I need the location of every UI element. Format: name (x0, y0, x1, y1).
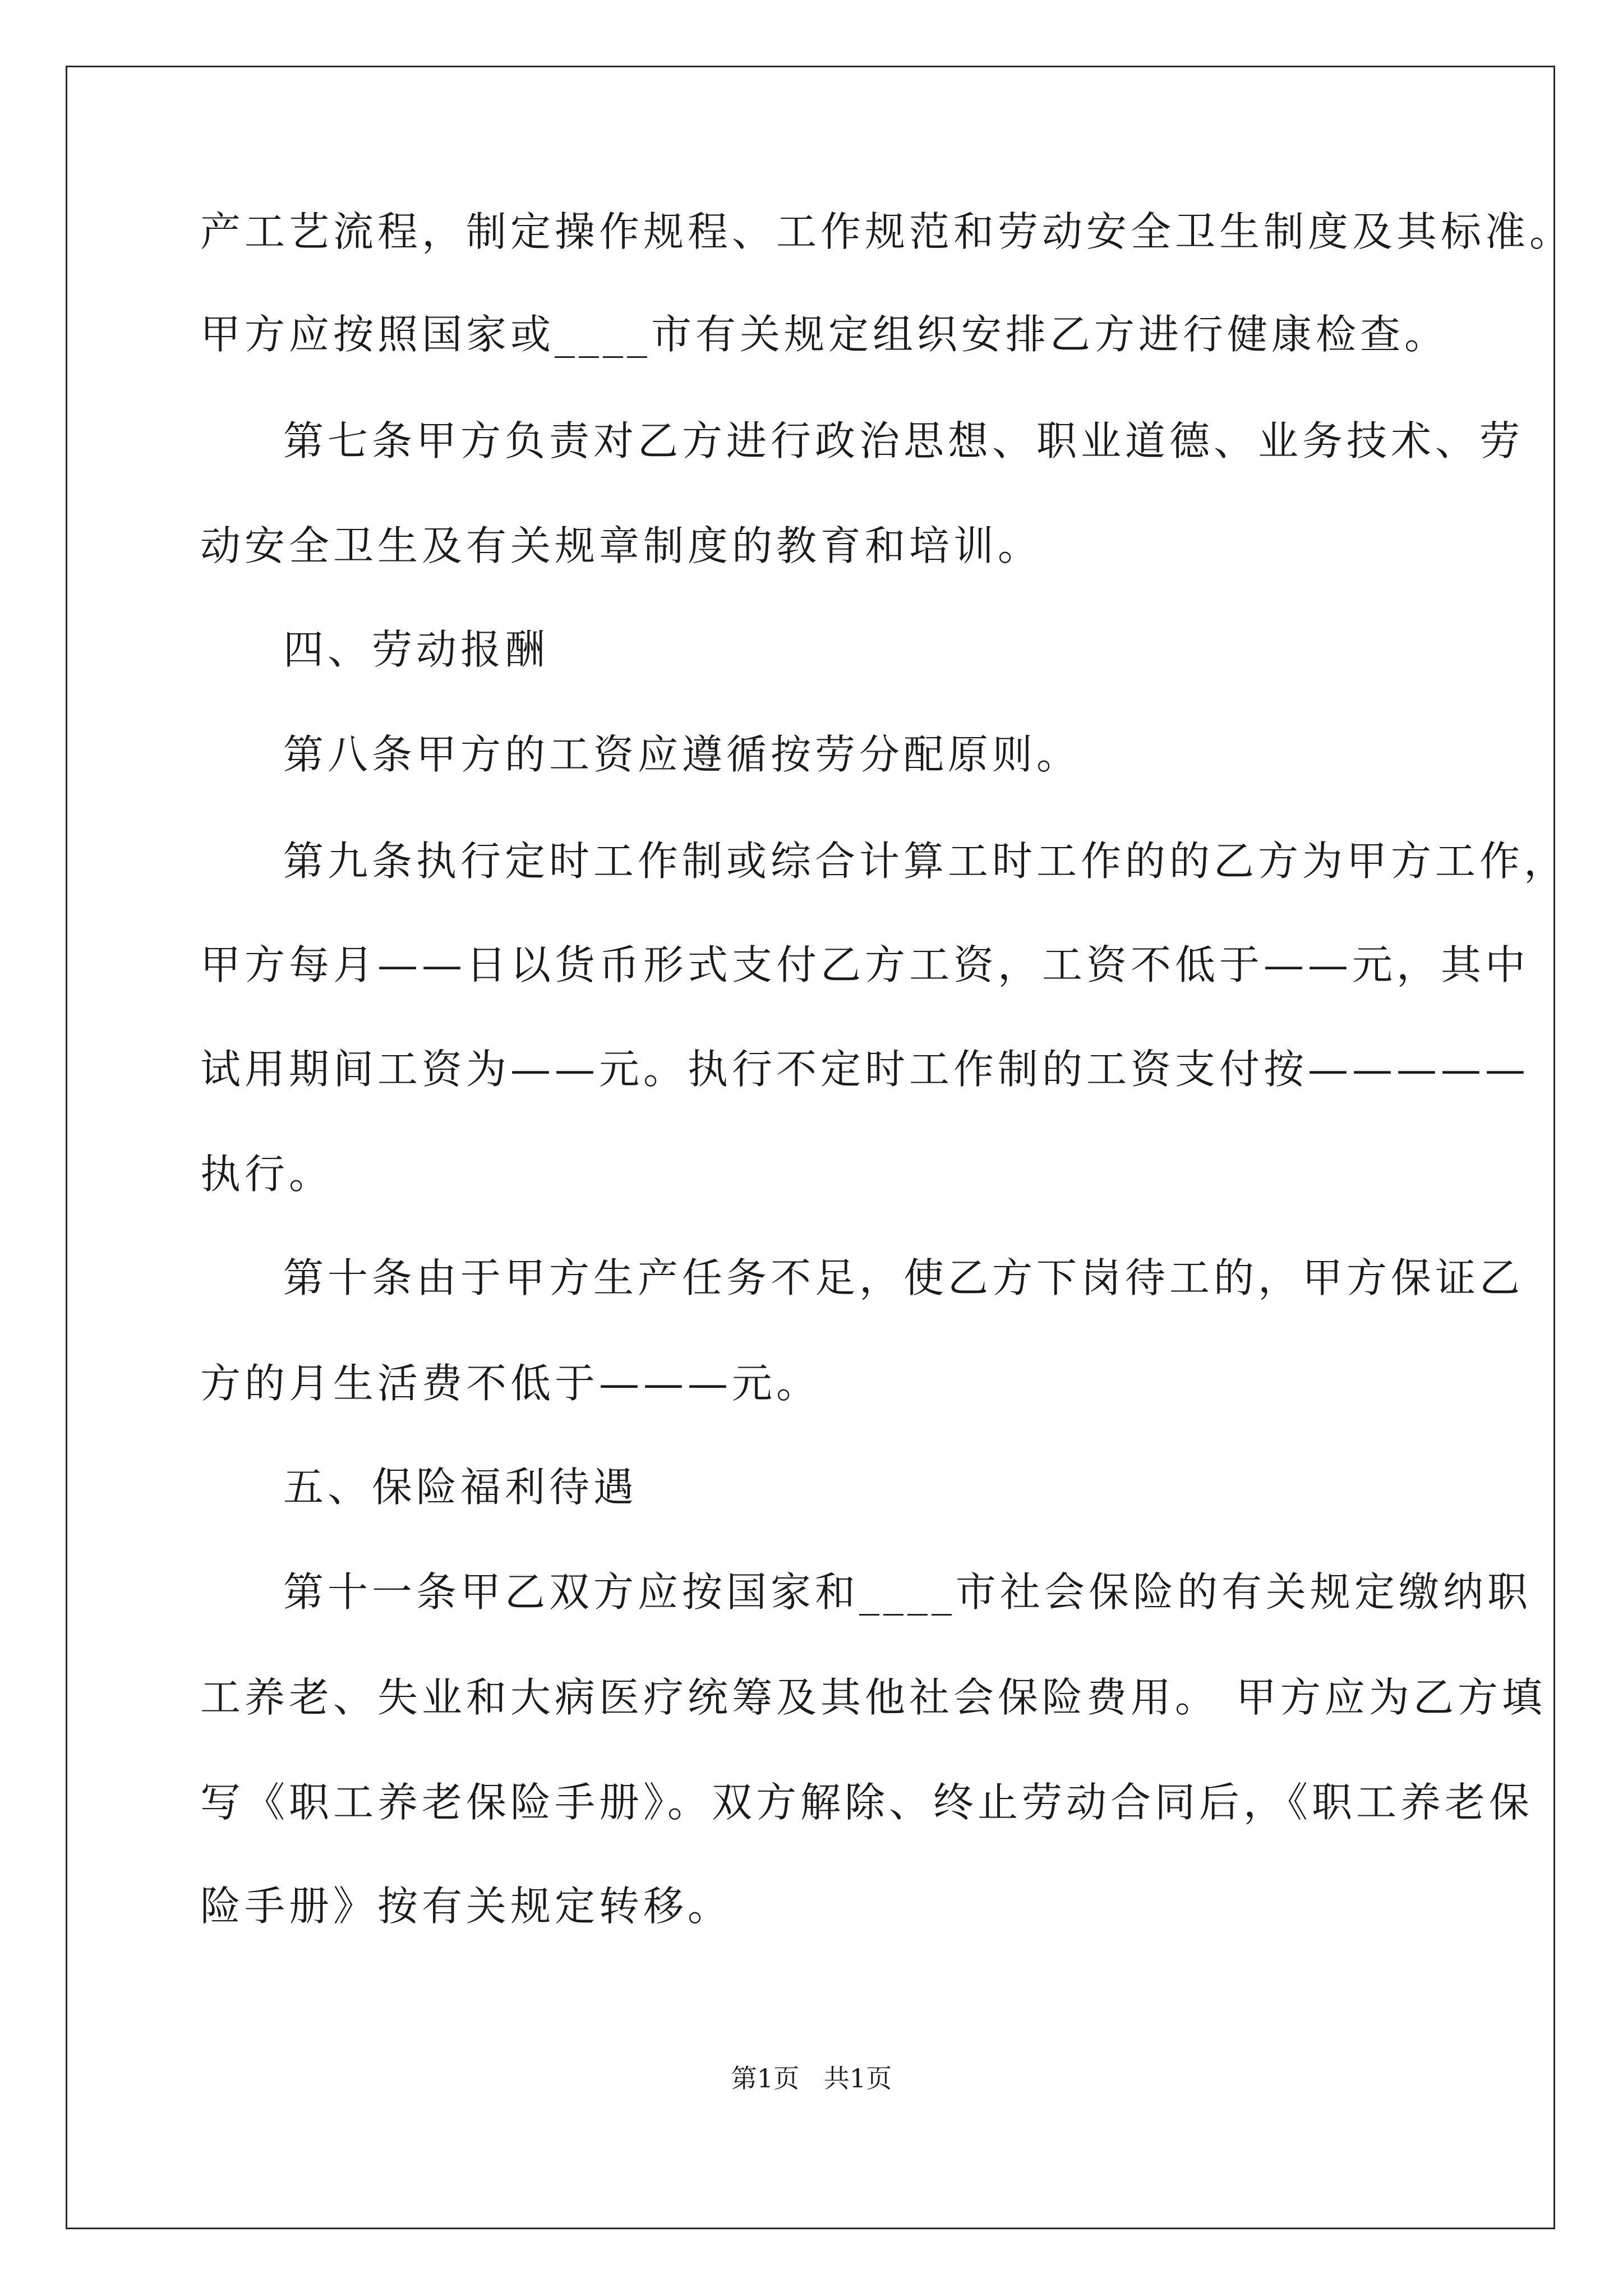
paragraph-line: 第九条执行定时工作制或综合计算工时工作的的乙方为甲方工作， (283, 838, 1569, 885)
page-footer: 第1页 共1页 (731, 2063, 892, 2093)
paragraph-line: 产工艺流程，制定操作规程、工作规范和劳动安全卫生制度及其标准。 (200, 208, 1574, 255)
paragraph-line: 甲方应按照国家或____市有关规定组织安排乙方进行健康检查。 (200, 311, 1449, 358)
paragraph-line: 方的月生活费不低于———元。 (200, 1360, 821, 1407)
paragraph-line: 第八条甲方的工资应遵循按劳分配原则。 (283, 731, 1081, 778)
paragraph-line: 写《职工养老保险手册》。双方解除、终止劳动合同后，《职工养老保 (200, 1779, 1534, 1826)
paragraph-line: 险手册》按有关规定转移。 (200, 1883, 732, 1930)
section-heading: 四、劳动报酬 (283, 626, 550, 673)
section-heading: 五、保险福利待遇 (283, 1464, 638, 1511)
paragraph-line: 第十条由于甲方生产任务不足，使乙方下岗待工的，甲方保证乙 (283, 1254, 1524, 1301)
paragraph-line: 试用期间工资为——元。执行不定时工作制的工资支付按————— (200, 1046, 1530, 1093)
paragraph-line: 第七条甲方负责对乙方进行政治思想、职业道德、业务技术、劳 (283, 417, 1524, 464)
paragraph-line: 第十一条甲乙双方应按国家和____市社会保险的有关规定缴纳职 (283, 1568, 1532, 1616)
paragraph-line: 执行。 (200, 1151, 334, 1198)
paragraph-line: 动安全卫生及有关规章制度的教育和培训。 (200, 522, 1043, 569)
paragraph-line: 甲方每月——日以货币形式支付乙方工资，工资不低于——元，其中 (200, 941, 1530, 988)
paragraph-line: 工养老、失业和大病医疗统筹及其他社会保险费用。 甲方应为乙方填 (200, 1674, 1546, 1721)
